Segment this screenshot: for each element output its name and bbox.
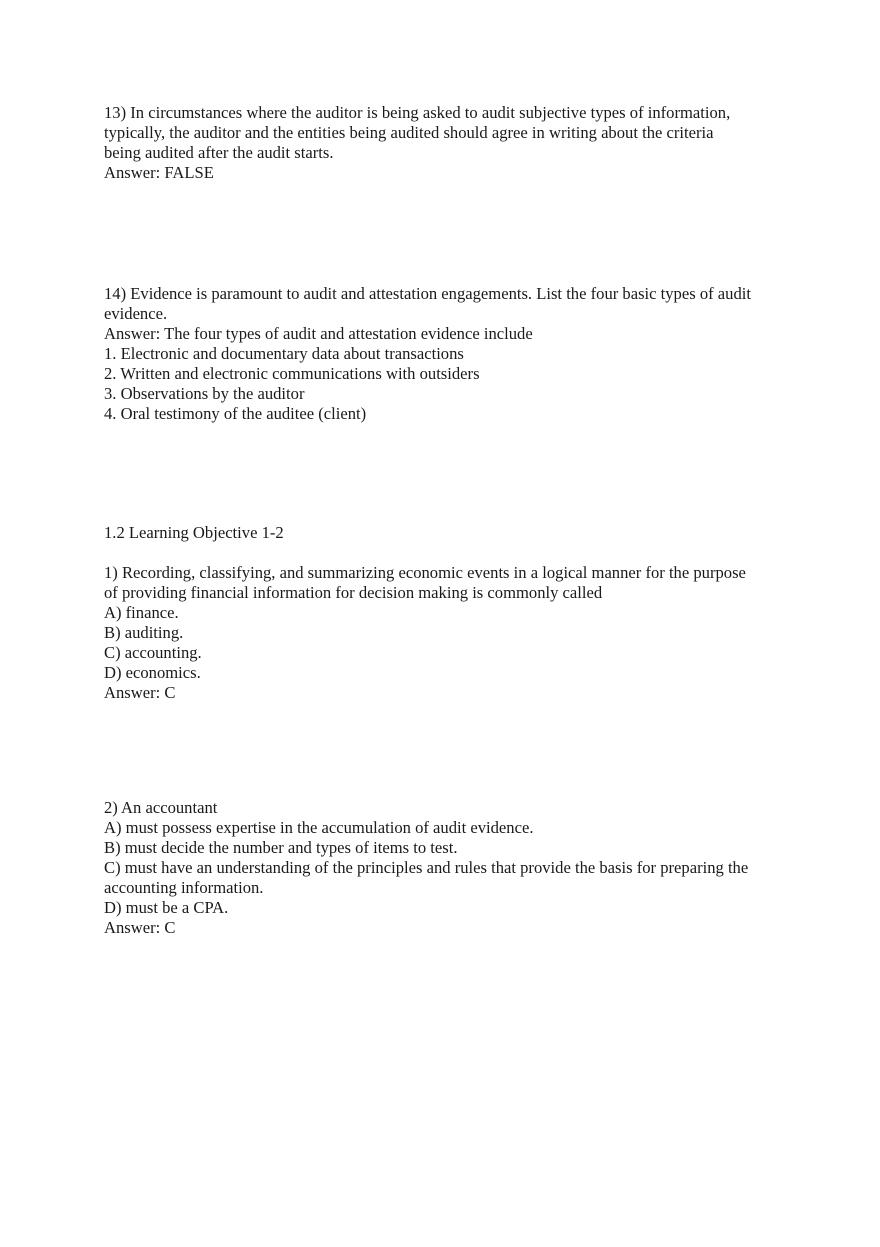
question-14-item-2: 2. Written and electronic communications with outsiders [104, 364, 480, 383]
question-14-line-2: evidence. [104, 304, 168, 323]
question-2 [104, 798, 748, 938]
question-1-option-d: D) economics. [104, 663, 201, 682]
question-2-option-c-continued: accounting information. [104, 878, 264, 897]
question-2-option-d: D) must be a CPA. [104, 898, 229, 917]
question-2-line-1: 2) An accountant [104, 798, 218, 817]
question-1-option-b: B) auditing. [104, 623, 184, 642]
section-title: 1.2 Learning Objective 1-2 [104, 523, 284, 542]
question-2-option-c: C) must have an understanding of the principles and rules that provide the basis for preparing the [104, 858, 749, 877]
question-1-option-c: C) accounting. [104, 643, 202, 662]
question-13-line-3: being audited after the audit starts. [104, 143, 334, 162]
question-13-answer: Answer: FALSE [104, 163, 214, 182]
question-1 [104, 563, 746, 703]
question-13 [104, 103, 730, 183]
question-13-line-1: 13) In circumstances where the auditor is being asked to audit subjective types of information, [104, 103, 731, 122]
question-1-answer: Answer: C [104, 683, 176, 702]
question-14-item-4: 4. Oral testimony of the auditee (client) [104, 404, 367, 423]
question-14-line-1: 14) Evidence is paramount to audit and attestation engagements. List the four basic types of audit [104, 284, 751, 303]
question-2-answer: Answer: C [104, 918, 176, 937]
question-13-line-2: typically, the auditor and the entities being audited should agree in writing about the criteria [104, 123, 714, 142]
question-14-item-1: 1. Electronic and documentary data about transactions [104, 344, 464, 363]
question-2-option-b: B) must decide the number and types of items to test. [104, 838, 458, 857]
question-14 [104, 284, 751, 424]
question-14-item-3: 3. Observations by the auditor [104, 384, 305, 403]
question-1-line-1: 1) Recording, classifying, and summarizing economic events in a logical manner for the purpose [104, 563, 746, 582]
question-14-answer: Answer: The four types of audit and attestation evidence include [104, 324, 533, 343]
question-1-line-2: of providing financial information for decision making is commonly called [104, 583, 603, 602]
question-1-option-a: A) finance. [104, 603, 179, 622]
question-2-option-a: A) must possess expertise in the accumulation of audit evidence. [104, 818, 534, 837]
section-heading [104, 523, 284, 543]
